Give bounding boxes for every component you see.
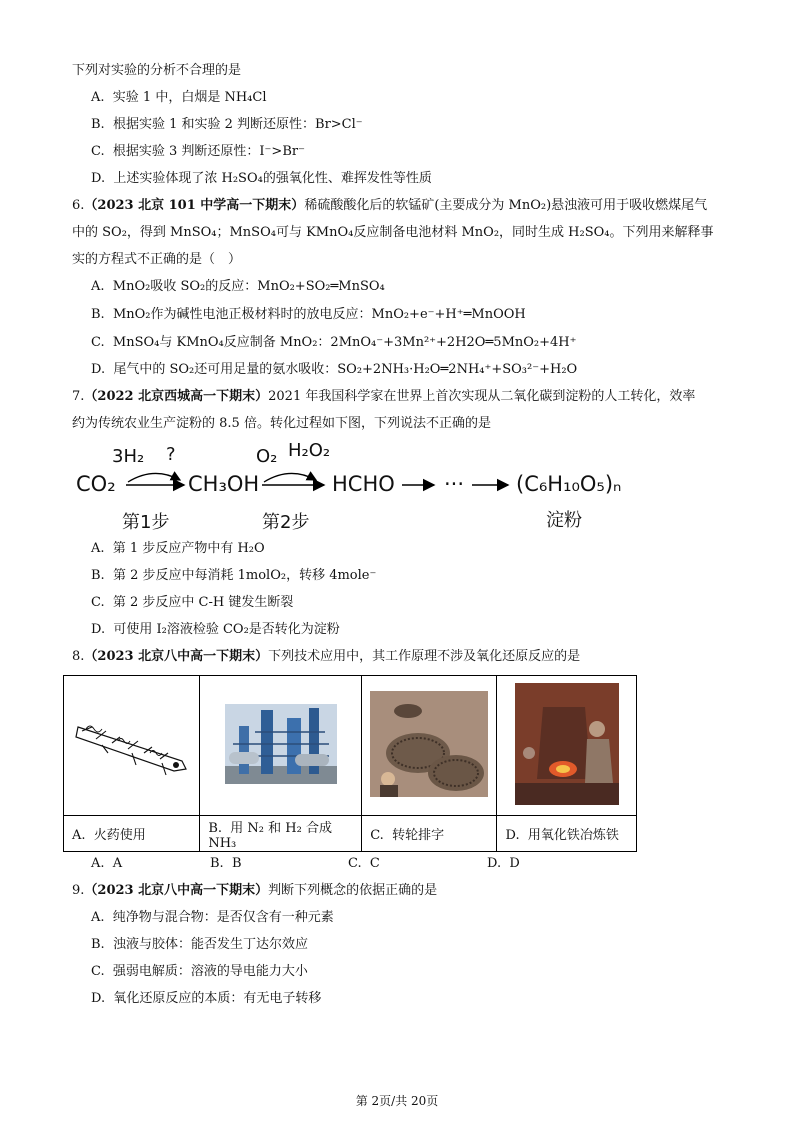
label-step2: 第2步 (262, 512, 310, 533)
image-gunpowder-cell (64, 676, 200, 816)
reagent-o2: O₂ (256, 446, 278, 467)
q6-option-c: C. MnSO₄与 KMnO₄反应制备 MnO₂：2MnO₄⁻+3Mn²⁺+2H2O═5MnO₂+4H⁺ (91, 335, 577, 350)
q7-option-b: B. 第 2 步反应中每消耗 1molO₂，转移 4mole⁻ (91, 568, 377, 583)
q7-option-a: A. 第 1 步反应产物中有 H₂O (91, 541, 265, 556)
formula-starch: (C₆H₁₀O₅)ₙ (516, 472, 622, 496)
q6-line1: 6.（2023 北京 101 中学高一下期末）稀硫酸酸化后的软锰矿(主要成分为 MnO₂)悬浊液可用于吸收燃煤尾气 (72, 198, 708, 213)
q8-cell-d: D. 用氧化铁冶炼铁 (497, 816, 637, 852)
page-footer: 第 2页/共 20页 (355, 1094, 439, 1108)
image-iron-smelting-cell (497, 676, 637, 816)
label-starch: 淀粉 (546, 510, 582, 531)
q7-option-d: D. 可使用 I₂溶液检验 CO₂是否转化为淀粉 (91, 622, 340, 637)
q8-cell-a: A. 火药使用 (64, 816, 200, 852)
q7-option-c: C. 第 2 步反应中 C-H 键发生断裂 (91, 595, 294, 610)
q5-option-a: A. 实验 1 中，白烟是 NH₄Cl (91, 90, 267, 105)
q9-stem: 9.（2023 北京八中高一下期末）判断下列概念的依据正确的是 (72, 883, 438, 898)
q8-answer-b: B. B (210, 856, 242, 871)
reagent-3h2: 3H₂ (112, 446, 145, 467)
q8-cell-b: B. 用 N₂ 和 H₂ 合成 NH₃ (200, 816, 362, 852)
q6-line3: 实的方程式不正确的是（ ） (72, 252, 242, 267)
q8-cell-c: C. 转轮排字 (362, 816, 497, 852)
q5-option-b: B. 根据实验 1 和实验 2 判断还原性：Br>Cl⁻ (91, 117, 363, 132)
iron-smelting-image (515, 683, 619, 805)
label-step1: 第1步 (122, 512, 170, 533)
q5-option-c: C. 根据实验 3 判断还原性：I⁻>Br⁻ (91, 144, 305, 159)
gunpowder-sketch-image (72, 709, 192, 779)
q8-options-table (63, 675, 637, 852)
q9-option-a: A. 纯净物与混合物：是否仅含有一种元素 (91, 910, 334, 925)
reagent-h2o2: H₂O₂ (288, 440, 331, 461)
q9-option-c: C. 强弱电解质：溶液的导电能力大小 (91, 964, 308, 979)
q8-answer-a: A. A (91, 856, 123, 871)
conversion-diagram (76, 440, 636, 535)
ellipsis: ··· (444, 472, 465, 496)
image-rotary-type-cell (362, 676, 497, 816)
q6-option-a: A. MnO₂吸收 SO₂的反应：MnO₂+SO₂═MnSO₄ (91, 279, 385, 294)
q5-option-d: D. 上述实验体现了浓 H₂SO₄的强氧化性、难挥发性等性质 (91, 171, 432, 186)
q9-option-b: B. 浊液与胶体：能否发生丁达尔效应 (91, 937, 308, 952)
ammonia-plant-image (225, 704, 337, 784)
q8-answer-d: D. D (487, 856, 520, 871)
image-ammonia-plant-cell (200, 676, 362, 816)
q8-answer-c: C. C (348, 856, 380, 871)
formula-hcho: HCHO (332, 472, 395, 496)
q5-stem: 下列对实验的分析不合理的是 (72, 63, 242, 78)
q7-line1: 7.（2022 北京西城高一下期末）2021 年我国科学家在世界上首次实现从二氧化碳到淀粉的人工转化，效率 (72, 389, 696, 404)
rotary-type-image (370, 691, 488, 797)
curved-arrow-step2 (264, 473, 316, 482)
q6-option-b: B. MnO₂作为碱性电池正极材料时的放电反应：MnO₂+e⁻+H⁺═MnOOH (91, 307, 526, 322)
reaction-arrows (76, 440, 636, 535)
curved-arrow-step1 (128, 473, 180, 482)
q6-option-d: D. 尾气中的 SO₂还可用足量的氨水吸收：SO₂+2NH₃·H₂O═2NH₄⁺+SO₃²⁻+H₂O (91, 362, 578, 377)
q7-line2: 约为传统农业生产淀粉的 8.5 倍。转化过程如下图，下列说法不正确的是 (72, 416, 491, 431)
q8-stem: 8.（2023 北京八中高一下期末）下列技术应用中，其工作原理不涉及氧化还原反应的是 (72, 649, 581, 664)
formula-co2: CO₂ (76, 472, 116, 496)
q9-option-d: D. 氧化还原反应的本质：有无电子转移 (91, 991, 322, 1006)
formula-ch3oh: CH₃OH (188, 472, 260, 496)
unknown-product: ? (166, 444, 176, 465)
q6-line2: 中的 SO₂，得到 MnSO₄；MnSO₄可与 KMnO₄反应制备电池材料 MnO₂，同时生成 H₂SO₄。下列用来解释事 (72, 225, 714, 240)
